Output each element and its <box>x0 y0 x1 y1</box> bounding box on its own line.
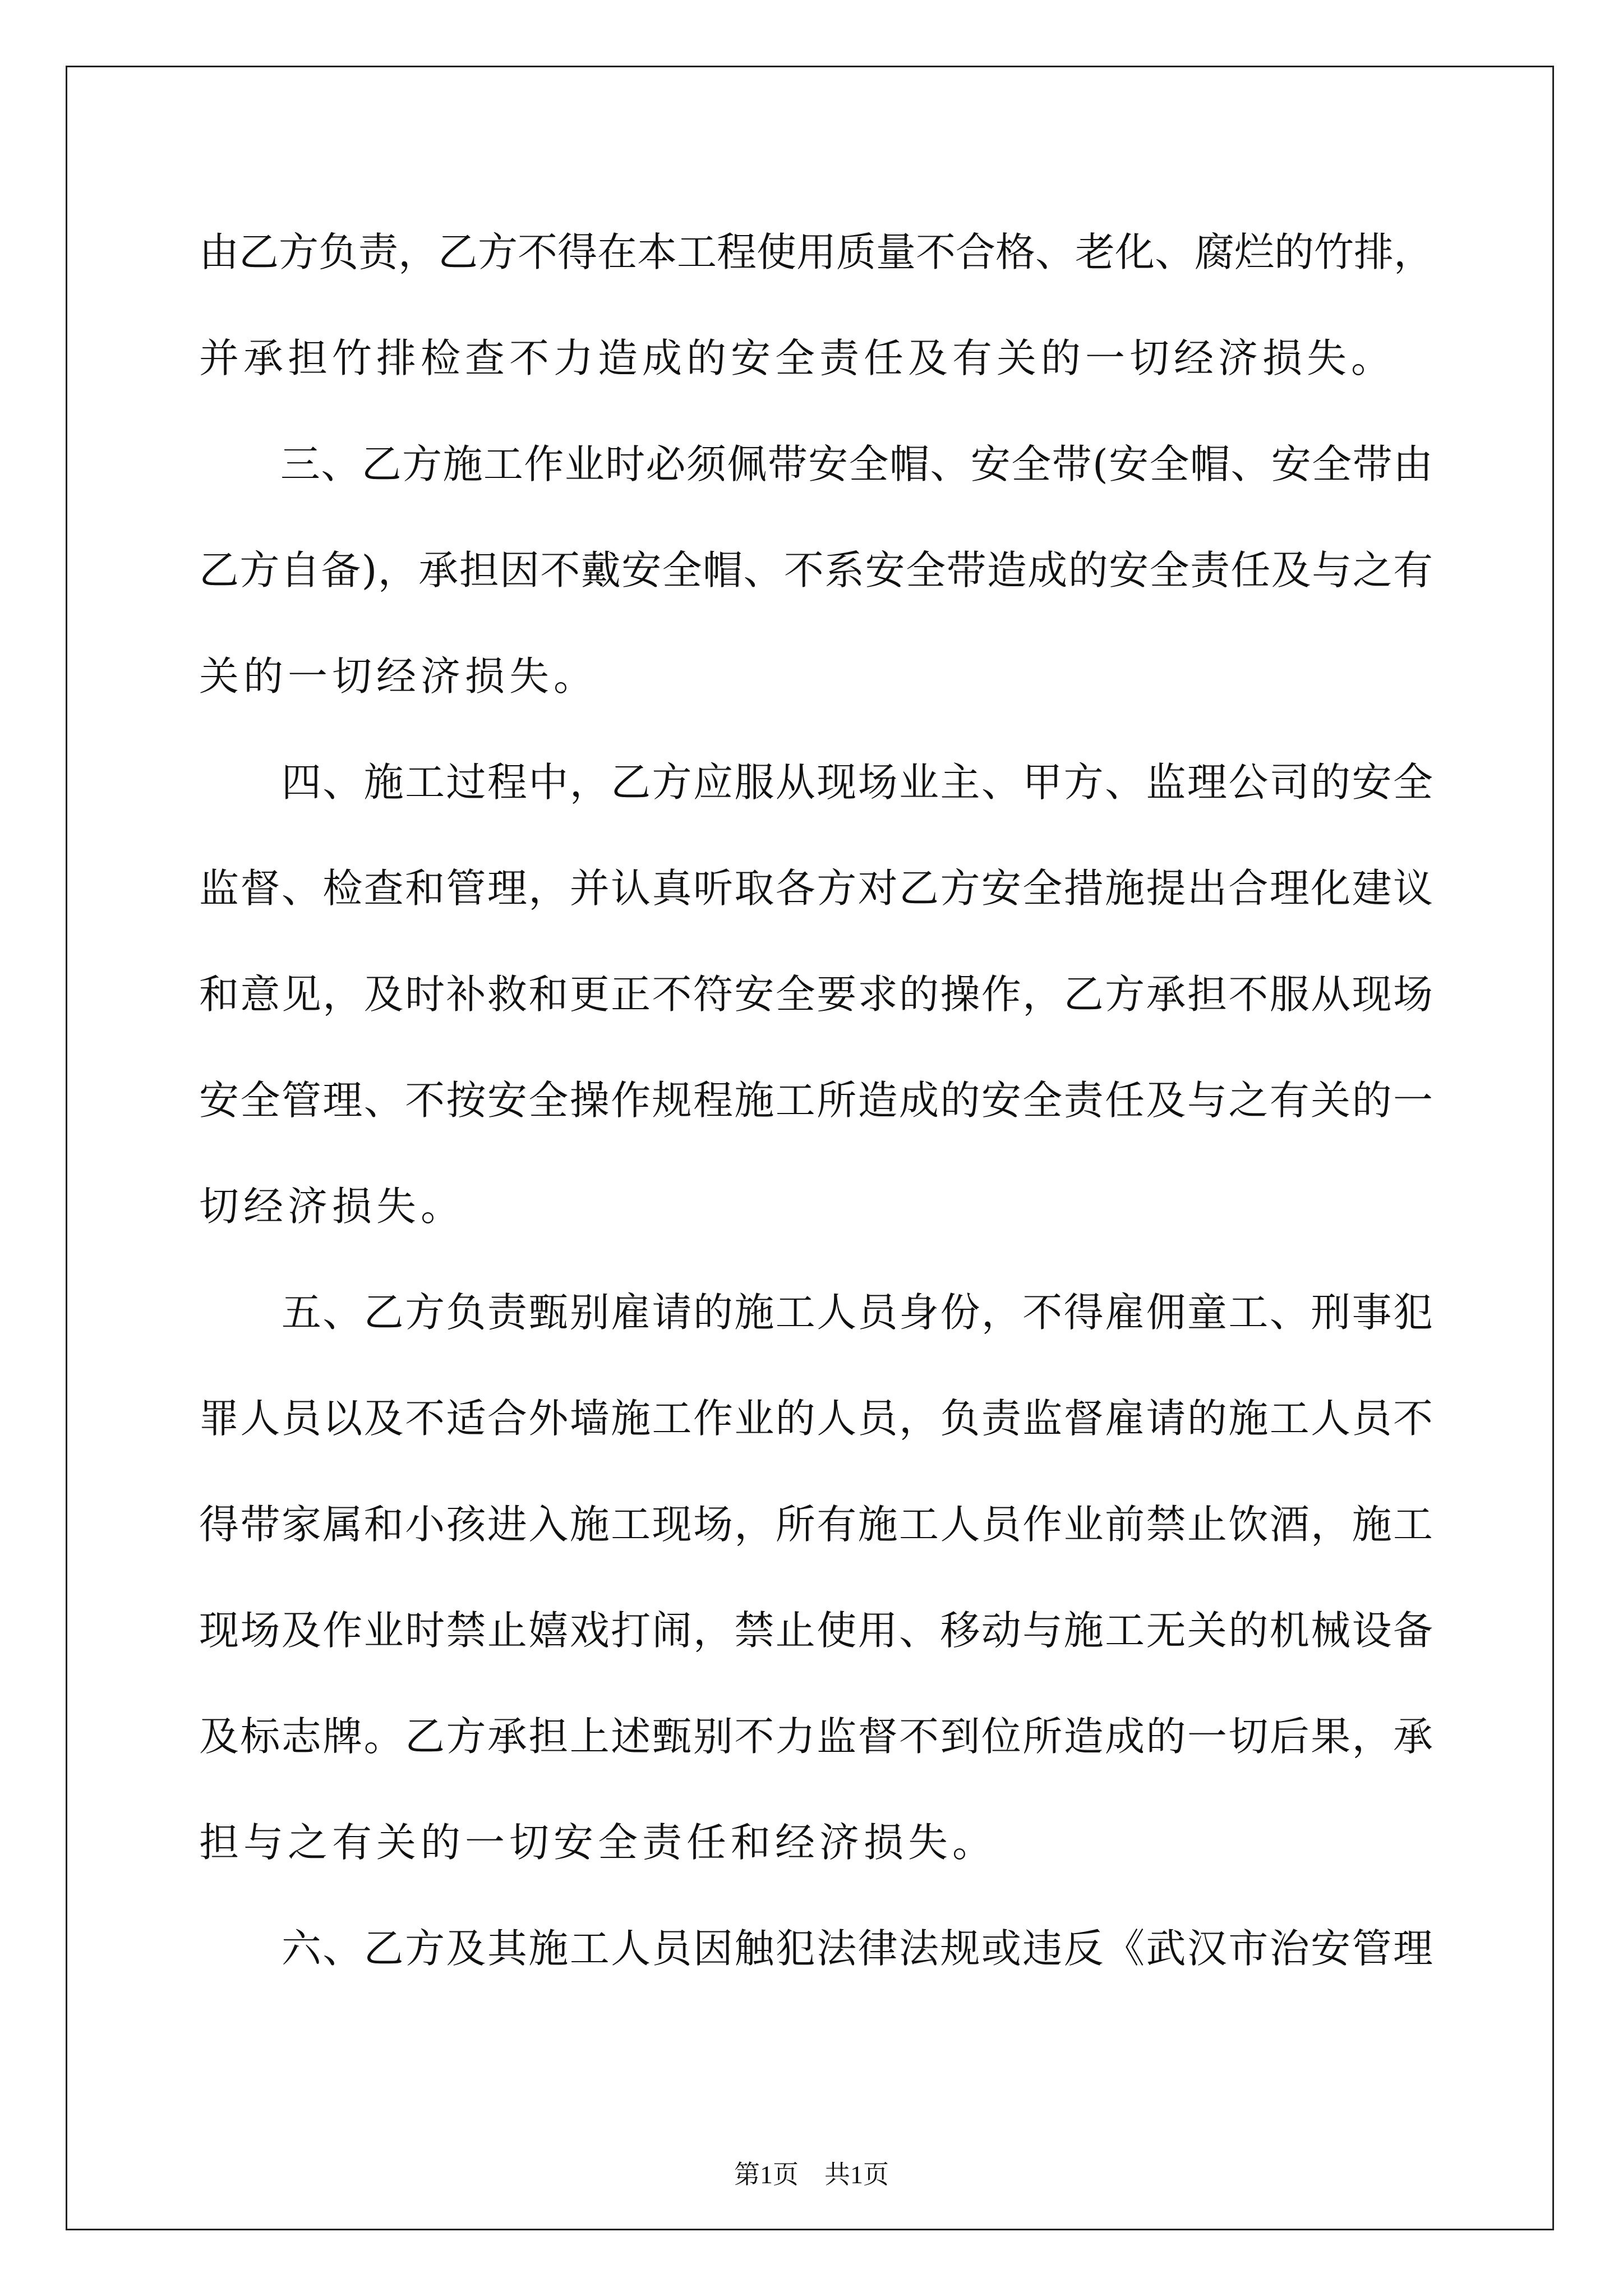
text-line: 五、乙方负责甄别雇请的施工人员身份，不得雇佣童工、刑事犯 <box>199 1289 1433 1336</box>
document-body <box>199 224 1433 2027</box>
text-line: 四、施工过程中，乙方应服从现场业主、甲方、监理公司的安全 <box>199 759 1433 806</box>
text-line: 三、乙方施工作业时必须佩带安全帽、安全带(安全帽、安全带由 <box>199 441 1433 487</box>
text-line: 六、乙方及其施工人员因触犯法律法规或违反《武汉市治安管理 <box>199 1925 1433 1972</box>
text-line: 罪人员以及不适合外墙施工作业的人员，负责监督雇请的施工人员不 <box>199 1395 1433 1442</box>
text-line: 和意见，及时补救和更正不符安全要求的操作，乙方承担不服从现场 <box>199 971 1433 1018</box>
text-line: 及标志牌。乙方承担上述甄别不力监督不到位所造成的一切后果，承 <box>199 1713 1433 1760</box>
text-line: 现场及作业时禁止嬉戏打闹，禁止使用、移动与施工无关的机械设备 <box>199 1607 1433 1654</box>
text-line: 担与之有关的一切安全责任和经济损失。 <box>199 1819 997 1866</box>
text-line: 切经济损失。 <box>199 1183 465 1230</box>
text-line: 并承担竹排检查不力造成的安全责任及有关的一切经济损失。 <box>199 335 1396 381</box>
text-line: 得带家属和小孩进入施工现场，所有施工人员作业前禁止饮酒，施工 <box>199 1501 1433 1548</box>
text-line: 监督、检查和管理，并认真听取各方对乙方安全措施提出合理化建议 <box>199 865 1433 912</box>
text-line: 由乙方负责，乙方不得在本工程使用质量不合格、老化、腐烂的竹排， <box>199 229 1434 275</box>
text-line: 乙方自备)，承担因不戴安全帽、不系安全带造成的安全责任及与之有 <box>199 547 1433 593</box>
text-line: 安全管理、不按安全操作规程施工所造成的安全责任及与之有关的一 <box>199 1077 1433 1124</box>
page-number-footer: 第1页 共1页 <box>734 2160 889 2189</box>
text-line: 关的一切经济损失。 <box>199 653 598 700</box>
